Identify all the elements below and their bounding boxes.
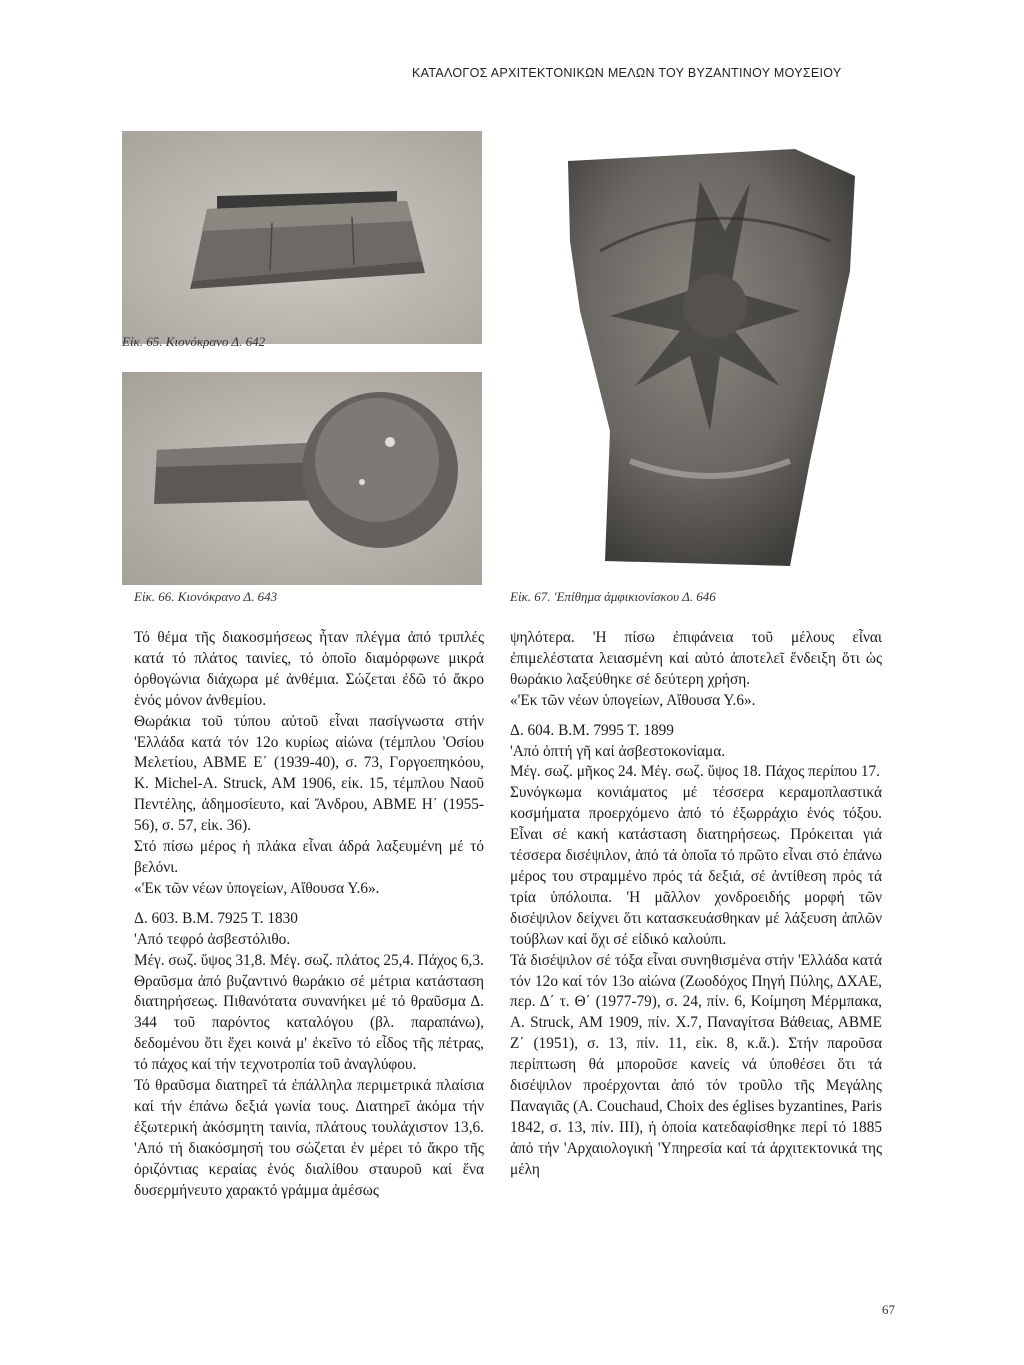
text-column-right [510,628,882,1181]
paragraph: 'Από ὀπτή γῆ καί ἀσβεστοκονίαμα. [510,742,726,760]
figure-66-caption: Εἰκ. 66. Κιονόκρανο Δ. 643 [134,589,278,604]
paragraph: Στό πίσω μέρος ἡ πλάκα εἶναι ἀδρά λαξευμένη μέ τό βελόνι. [134,838,484,876]
paragraph: Θραῦσμα ἀπό βυζαντινό θωράκιο σέ μέτρια κατάσταση διατηρήσεως. Πιθανότατα συνανήκει μέ τό θραῦσμα Δ. 344 τοῦ παρόντος καταλόγου (βλ. παραπάνω), δεδομένου ὅτι ἔχει κοινά μ' ἐκεῖνο τό εἶδος τῆς πέτρας, τό πάχος καί τήν τεχνοτροπία τοῦ ἀναγλύφου. [134,972,484,1074]
catalog-entry-heading: Δ. 603. Β.Μ. 7925 Τ. 1830 [134,909,298,927]
figure-65-photo [122,131,482,344]
running-header: ΚΑΤΑΛΟΓΟΣ ΑΡΧΙΤΕΚΤΟΝΙΚΩΝ ΜΕΛΩΝ ΤΟΥ ΒΥΖΑΝΤΙΝΟΥ ΜΟΥΣΕΙΟΥ [412,66,842,80]
paragraph: 'Από τεφρό ἀσβεστόλιθο. [134,930,291,948]
paragraph: Μέγ. σωζ. μῆκος 24. Μέγ. σωζ. ὕψος 18. Πάχος περίπου 17. [510,763,880,781]
paragraph: Τό θραῦσμα διατηρεῖ τά ἐπάλληλα περιμετρικά πλαίσια καί τήν ἐπάνω δεξιά γωνία τους. Διατηρεῖ ἀκόμα τήν ἐξωτερική ἀκόσμητη ταινία, πλάτους τουλάχιστον 13,6. 'Από τή διακόσμησή του σώζεται ἐν μέρει τό ἄκρο τῆς ὀριζόντιας κεραίας ἑνός διαλίθου σταυροῦ καί ἕνα δυσερμήνευτο χαρακτό γράμμα ἀμέσως [134,1077,484,1199]
text-column-left [134,628,484,1201]
paragraph: Τά δισέψιλον σέ τόξα εἶναι συνηθισμένα στήν 'Ελλάδα κατά τόν 12ο καί τόν 13ο αἰώνα (Ζωοδόχος Πηγή Πύλης, ΔΧΑΕ, περ. Δ΄ τ. Θ΄ (1977-79), σ. 24, πίν. 6, Κοίμηση Μέρμπακα, A. Struck, AM 1909, πίν. Χ.7, Παναγίτσα Βάθειας, ΑΒΜΕ Ζ΄ (1951), σ. 13, πίν. 11, εἰκ. 8, κ.ἄ.). Στήν παροῦσα περίπτωση θά μποροῦσε κανείς νά ὑποθέσει ὅτι τά δισέψιλον προέρχονται ἀπό τόν τροῦλο τῆς Μεγάλης Παναγιᾶς (A. Couchaud, Choix des églises byzantines, Paris 1842, σ. 13, πίν. III), ἡ ὁποία κατεδαφίσθηκε περί τό 1885 ἀπό τήν 'Αρχαιολογική 'Υπηρεσία καί τά ἀρχιτεκτονικά της μέλη [510,951,882,1178]
paragraph: ψηλότερα. 'Η πίσω ἐπιφάνεια τοῦ μέλους εἶναι ἐπιμελέστατα λειασμένη καί αὐτό ἀποτελεῖ ἔνδειξη ὅτι ὡς θωράκιο λαξεύθηκε σέ δεύτερη χρήση. [510,629,882,688]
paragraph: Τό θέμα τῆς διακοσμήσεως ἦταν πλέγμα ἀπό τριπλές κατά τό πλάτος ταινίες, τό ὁποῖο διαμόρφωνε μικρά ὀρθογώνια διάχωρα μέ ἀνθέμια. Σώζεται ἐδῶ τό ἄκρο ἑνός μόνον ἀνθεμίου. [134,629,484,709]
figure-66-photo [122,372,482,585]
page-number: 67 [882,1302,895,1317]
paragraph: «'Εκ τῶν νέων ὑπογείων, Αἴθουσα Υ.6». [134,879,380,897]
figure-67-caption: Εἰκ. 67. 'Επίθημα ἀμφικιονίσκου Δ. 646 [510,589,716,604]
paragraph: Μέγ. σωζ. ὕψος 31,8. Μέγ. σωζ. πλάτος 25,4. Πάχος 6,3. [134,951,484,969]
paragraph: «'Εκ τῶν νέων ὑπογείων, Αἴθουσα Υ.6». [510,691,756,709]
paragraph: Συνόγκωμα κονιάματος μέ τέσσερα κεραμοπλαστικά κοσμήματα προερχόμενο ἀπό τό ἐξωρράχιο ἑνός τόξου. Εἶναι σέ κακή κατάσταση διατηρήσεως. Πρόκειται γιά τέσσερα δισέψιλον, ἀπό τά ὁποῖα τό πρῶτο εἶναι στό ἐπάνω μέρος του στραμμένο πρός τά δεξιά, σέ ἀντίθεση πρός τά τρία ὑπόλοιπα. 'Η μᾶλλον χονδροειδής μορφή τῶν δισέψιλον δείχνει ὅτι κατασκευάσθηκαν μέ λάξευση ἁπλῶν τούβλων καί ὄχι σέ εἰδικό καλούπι. [510,784,882,948]
catalog-entry-heading: Δ. 604. Β.Μ. 7995 Τ. 1899 [510,721,674,739]
figure-65-caption: Εἰκ. 65. Κιονόκρανο Δ. 642 [122,334,266,349]
figure-67-photo [540,131,920,583]
paragraph: Θωράκια τοῦ τύπου αὐτοῦ εἶναι πασίγνωστα στήν 'Ελλάδα κατά τόν 12ο κυρίως αἰώνα (τέμπλου 'Οσίου Μελετίου, ΑΒΜΕ Ε΄ (1939-40), σ. 73, Γοργοεπηκόου, Κ. Michel-A. Struck, AM 1906, εἰκ. 15, τέμπλου Ναοῦ Πεντέλης, ἀδημοσίευτο, καί Ἄνδρου, ΑΒΜΕ Η΄ (1955-56), σ. 57, εἰκ. 36). [134,712,484,835]
